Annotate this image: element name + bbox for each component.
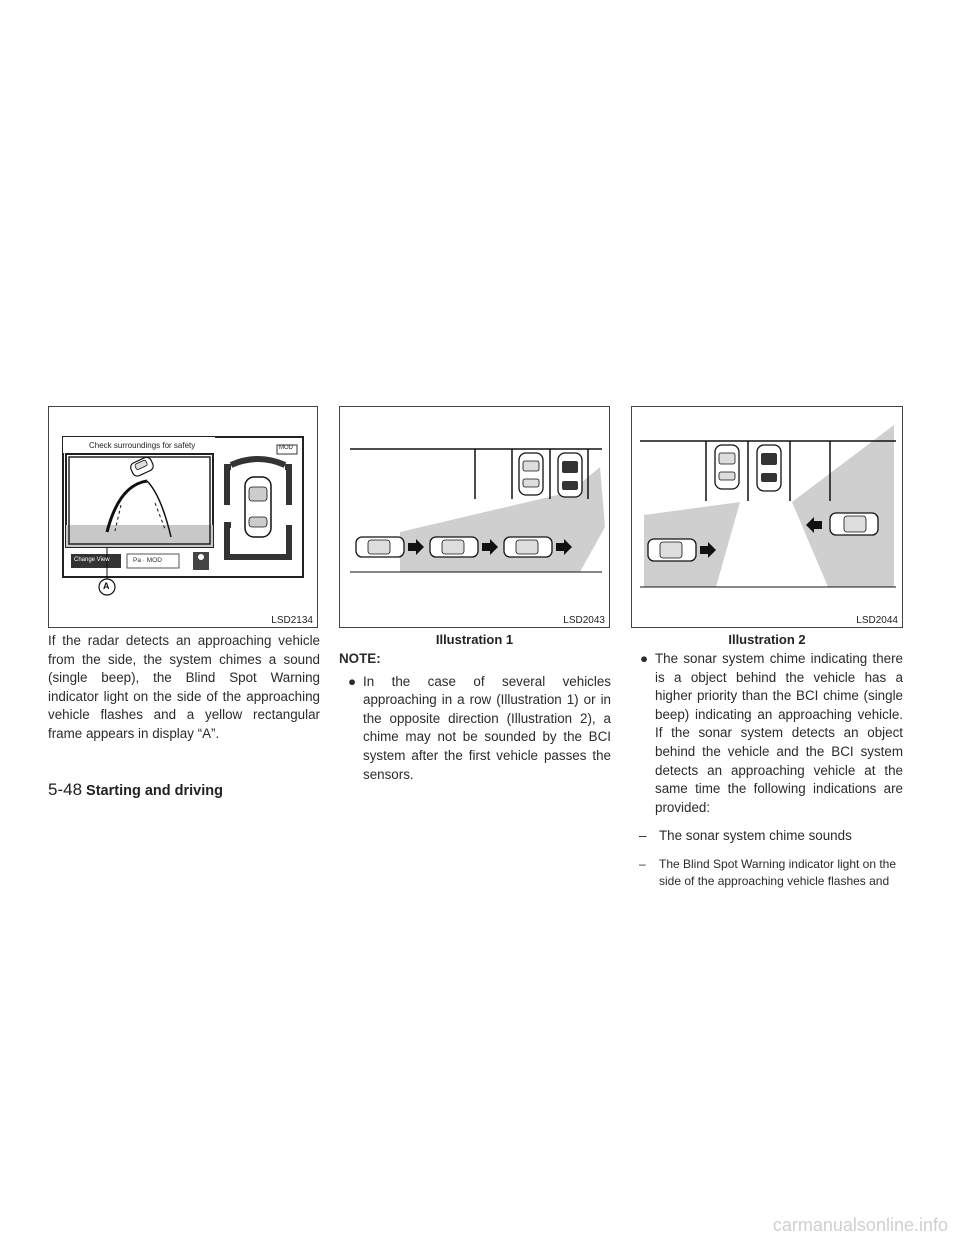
column-3-text xyxy=(631,650,903,890)
parking-illustration-2 xyxy=(632,407,902,627)
figure-illustration-2 xyxy=(631,406,903,628)
bullet-text: The sonar system chime indicating there is a object behind the vehicle has a higher priority than the BCI chime (single beep) indicating an approaching vehicle. If the sonar system detects an object behind the vehicle and the BCI system detects an approaching vehicle at the same time the following indications are provided: xyxy=(655,651,903,815)
section-title: Starting and driving xyxy=(86,783,223,799)
parked-car-icon xyxy=(519,453,543,495)
figure-illustration-1 xyxy=(339,406,610,628)
sub-item-text: The sonar system chime sounds xyxy=(659,828,852,844)
parking-illustration-1 xyxy=(340,407,609,627)
bullet-icon: ● xyxy=(640,651,649,666)
own-car-icon xyxy=(757,445,781,491)
paragraph: If the radar detects an approaching vehicle from the side, the system chimes a sound (single beep), the Blind Spot Warning indicator light on the side of the approaching vehicle flashes and a yellow rectangular frame appears in display “A”. xyxy=(48,633,320,741)
list-item xyxy=(631,650,903,817)
mod-badge: MOD xyxy=(279,445,293,451)
moving-car-icon xyxy=(430,537,478,557)
callout-a: A xyxy=(103,581,110,591)
note-heading: NOTE: xyxy=(339,651,381,666)
caption-illustration-1: Illustration 1 xyxy=(435,632,514,647)
moving-car-icon xyxy=(830,513,878,535)
figure-code: LSD2043 xyxy=(563,615,605,626)
change-view-button: Change View xyxy=(74,557,110,563)
bullet-icon: ● xyxy=(348,673,357,689)
figure-code: LSD2044 xyxy=(856,615,898,626)
column-2-note xyxy=(339,650,611,784)
screen-banner-text: Check surroundings for safety xyxy=(89,441,196,450)
pa-mod-label: Pa · MOD xyxy=(133,557,162,564)
caption-illustration-2: Illustration 2 xyxy=(728,632,806,647)
sub-item-text: The Blind Spot Warning indicator light on the side of the approaching vehicle flashes and xyxy=(659,856,897,888)
page-number: 5-48 xyxy=(48,780,83,799)
moving-car-icon xyxy=(504,537,552,557)
figure-code: LSD2134 xyxy=(271,615,313,626)
moving-car-icon xyxy=(648,539,696,561)
page-footer xyxy=(48,780,223,800)
dash-icon: – xyxy=(639,828,647,844)
bullet-text: In the case of several vehicles approaching in a row (Illustration 1) or in the opposite direction (Illustration 2), a chime may not be sounded by the BCI system after the first vehicle passes the sensors. xyxy=(363,673,611,782)
sub-item xyxy=(631,827,903,846)
moving-car-icon xyxy=(356,537,404,557)
sub-item xyxy=(631,856,903,890)
parked-car-icon xyxy=(715,445,739,489)
display-illustration xyxy=(49,407,317,627)
watermark: carmanualsonline.info xyxy=(772,1215,948,1235)
own-car-icon xyxy=(558,453,582,497)
dash-icon: – xyxy=(639,856,646,871)
column-1-text xyxy=(48,632,320,744)
figure-display xyxy=(48,406,318,628)
note-bullet xyxy=(339,673,611,785)
